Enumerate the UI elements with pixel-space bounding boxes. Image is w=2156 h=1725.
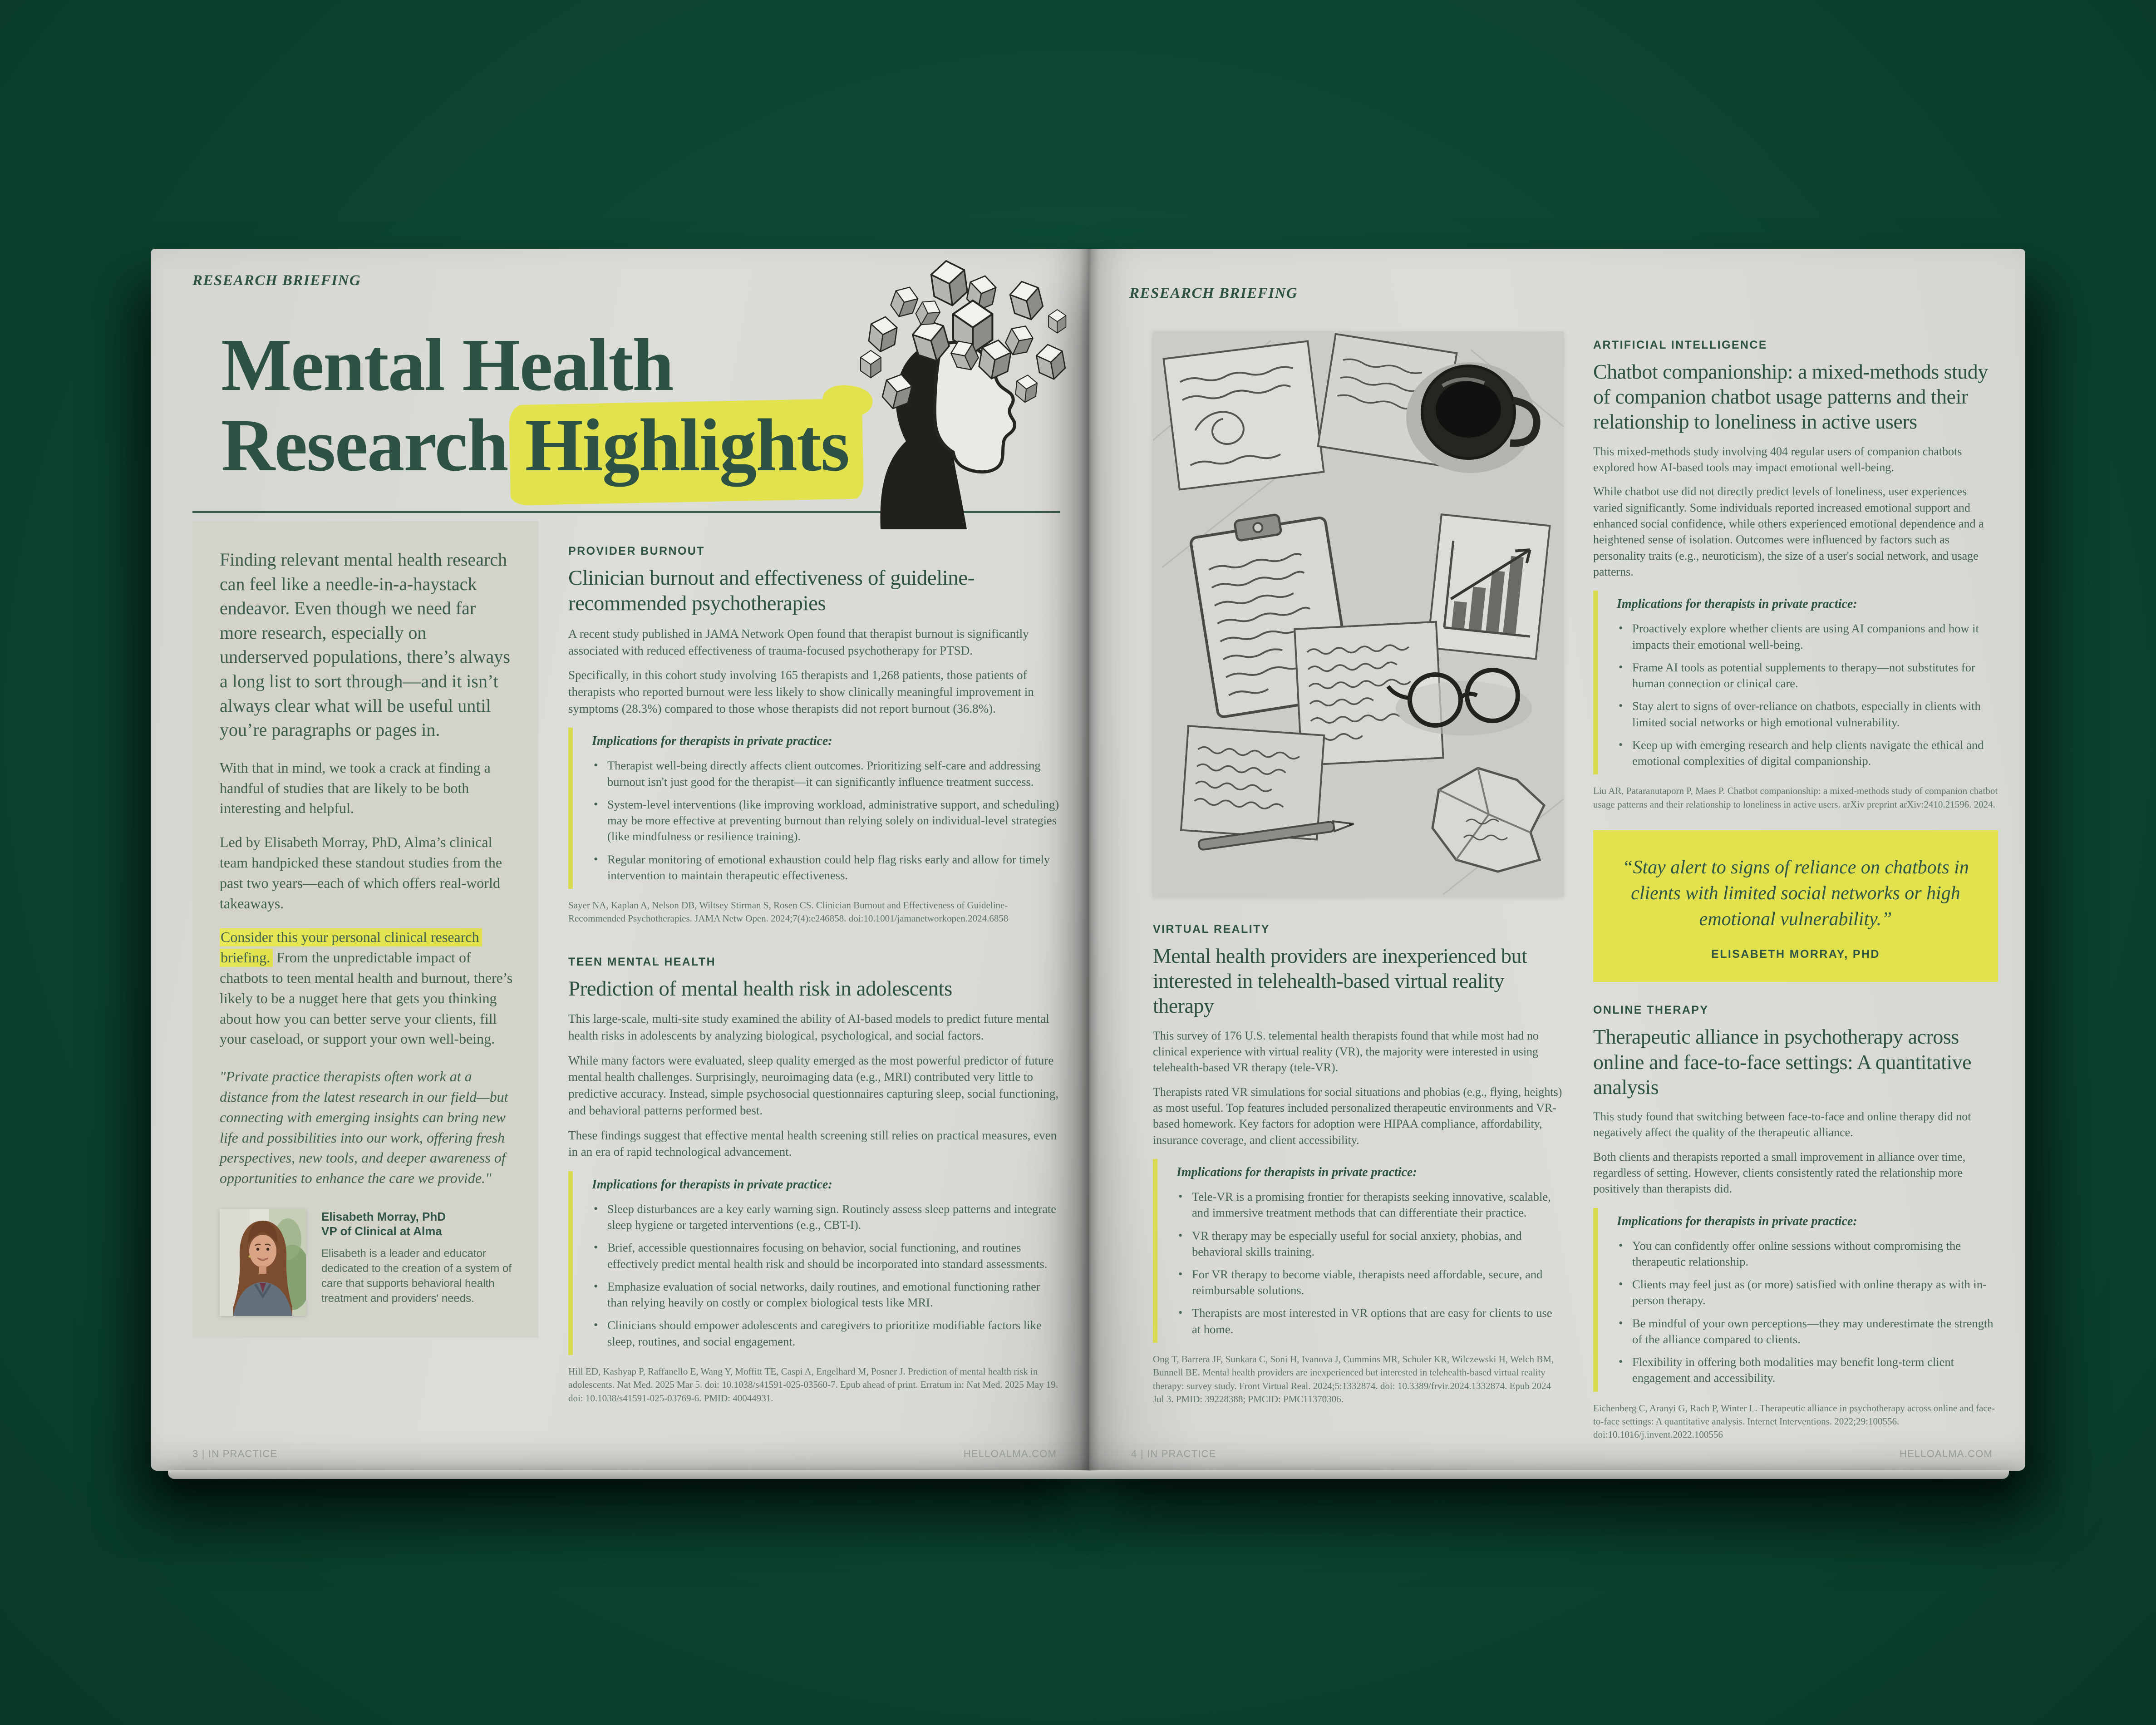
intro-panel [192,521,538,1338]
eyebrow-right: RESEARCH BRIEFING [1129,285,1298,301]
implications-label: Implications for therapists in private practice: [592,1177,832,1192]
desk-sketch-illustration [1153,331,1564,897]
implications-box [568,1171,1062,1355]
page-title [221,325,849,485]
article-online-therapy [1593,1004,1998,1441]
implications-box [1593,591,1998,774]
bullet-item: • Flexibility in offering both modalities may benefit long-term client engagement and accessibility. [1617,1354,1998,1386]
citation: Ong T, Barrera JF, Sunkara C, Soni H, Ivanova J, Cummins MR, Schuler KR, Wilczewski H, Welch BM, Bunnell BE. Mental health providers are inexperienced but interested in telehealth-based virtual reality therapy: survey study. Front Virtual Real. 2024;5:1332874. doi: 10.3389/frvir.2024.1332874. Epub 2024 Jul 3. PMID: 39228388; PMCID: PMC11370306. [1153,1353,1554,1405]
bullet-item: • Therapists are most interested in VR options that are easy for clients to use at home. [1176,1305,1564,1337]
bullet-item: • Emphasize evaluation of social networks, daily routines, and emotional functioning rather than relying heavily on costly or complex biological tests like MRI. [592,1279,1062,1311]
article-title: Therapeutic alliance in psychotherapy across online and face-to-face settings: A quantitative analysis [1593,1025,1972,1099]
site-url: HELLOALMA.COM [1899,1448,1993,1459]
highlighted-word: Highlights [525,403,849,487]
bullet-item: • VR therapy may be especially useful for social anxiety, phobias, and behavioral skills training. [1176,1228,1564,1260]
bullet-item: • Frame AI tools as potential supplements to therapy—not substitutes for human connection or clinical care. [1617,660,1998,691]
paper-sheet [1164,341,1324,490]
implications-label: Implications for therapists in private practice: [1617,1214,1857,1228]
implications-list [1617,1238,1998,1386]
author-description: Elisabeth is a leader and educator dedicated to the creation of a system of care that supports behavioral health treatment and providers' needs. [321,1247,512,1305]
bullet-item: • You can confidently offer online sessions without compromising the therapeutic relationship. [1617,1238,1998,1270]
article-title: Prediction of mental health risk in adolescents [568,976,952,1000]
bullet-item: • Proactively explore whether clients are using AI companions and how it impacts their emotional well-being. [1617,621,1998,652]
bullet-item: • Tele-VR is a promising frontier for therapists seeking innovative, scalable, and immersive treatment methods that can differentiate their practice. [1176,1189,1564,1221]
bullet-item: • Clients may feel just as (or more) satisfied with online therapy as with in-person therapy. [1617,1276,1998,1308]
implications-list [592,1201,1062,1350]
article-virtual-reality [1153,923,1564,1406]
author-bio-text [321,1209,513,1316]
implications-list [592,758,1062,883]
citation: Hill ED, Kashyap P, Raffanello E, Wang Y, Moffitt TE, Caspi A, Engelhard M, Posner J. Prediction of mental health risk in adolescents. Nat Med. 2025 Mar 5. doi: 10.1038/s41591-025-03560-7. Epub ahead of print. Erratum in: Nat Med. 2025 May 19. doi: 10.1038/s41591-025-03769-6. PMID: 40044931. [568,1365,1058,1404]
implications-box [1593,1208,1998,1392]
bullet-item: • System-level interventions (like improving workload, administrative support, and scheduling) may be more effective at preventing burnout than relying solely on individual-level strategies (like mindfulness or resilience training). [592,797,1062,845]
author-photo [220,1209,306,1316]
article-paragraph: While chatbot use did not directly predict levels of loneliness, user experiences varied significantly. Some individuals reported increased emotional support and enhanced social confidence, while others experienced emotional dependence and a heightened sense of isolation. Outcomes were influenced by factors such as personality traits (e.g., neuroticism), the size of a user's social network, and usage patterns. [1593,485,1984,579]
article-teen-mental-health [568,956,1062,1405]
intro-paragraph: Consider this your personal clinical research briefing. From the unpredictable impact of chatbots to teen mental health and burnout, there’s likely to be a nugget here that gets you thinking about how you can better serve your clients, fill your caseload, or support your own well-being. [220,929,513,1047]
section-label: ONLINE THERAPY [1593,1004,1709,1017]
article-paragraph: These findings suggest that effective mental health screening still relies on practical measures, even in an era of rapid technological advancement. [568,1128,1057,1159]
right-page-right-column [1593,339,1998,1442]
bullet-item: • Clinicians should empower adolescents and caregivers to prioritize modifiable factors like sleep, routines, and social engagement. [592,1317,1062,1349]
article-paragraph: A recent study published in JAMA Network Open found that therapist burnout is significantly associated with reduced effectiveness of trauma-focused psychotherapy for PTSD. [568,626,1029,657]
page-number: 4 | IN PRACTICE [1131,1448,1216,1459]
bullet-item: • For VR therapy to become viable, therapists need affordable, secure, and reimbursable solutions. [1176,1267,1564,1298]
article-provider-burnout [568,545,1062,926]
page-stack-edge [168,1470,2009,1479]
article-title: Mental health providers are inexperienced but interested in telehealth-based virtual reality therapy [1153,944,1527,1018]
bullet-item: • Be mindful of your own perceptions—they may underestimate the strength of the alliance compared to clients. [1617,1316,1998,1347]
author-role: VP of Clinical at Alma [321,1224,442,1238]
bullet-item: • Stay alert to signs of over-reliance on chatbots, especially in clients with limited social networks or high emotional vulnerability. [1617,698,1998,730]
implications-box [568,728,1062,889]
intro-paragraph: With that in mind, we took a crack at finding a handful of studies that are likely to be both interesting and helpful. [220,759,491,817]
article-paragraph: Therapists rated VR simulations for social situations and phobias (e.g., flying, heights) as most useful. Top features included personalized therapeutic environments and VR-based homework. Key factors for adoption were HIPAA compliance, affordability, insurance coverage, and client accessibility. [1153,1085,1562,1147]
bullet-item: • Therapist well-being directly affects client outcomes. Prioritizing self-care and addressing burnout isn't just good for the therapist—it can significantly influence treatment success. [592,758,1062,789]
article-paragraph: Both clients and therapists reported a small improvement in alliance over time, regardless of setting. However, clients consistently rated the relationship more positively than therapists did. [1593,1150,1966,1196]
pull-quote-box [1593,830,1998,982]
chart-sheet [1427,514,1550,659]
section-label: ARTIFICIAL INTELLIGENCE [1593,339,1767,351]
article-title: Chatbot companionship: a mixed-methods study of companion chatbot usage patterns and their relationship to loneliness in active users [1593,360,1988,434]
bullet-item: • Sleep disturbances are a key early warning sign. Routinely assess sleep patterns and integrate sleep hygiene or targeted interventions (e.g., CBT-I). [592,1201,1062,1233]
right-page-left-column [1153,923,1564,1406]
article-paragraph: This study found that switching between face-to-face and online therapy did not negatively affect the quality of the therapeutic alliance. [1593,1109,1971,1139]
page-footer-right [1131,1448,1993,1460]
intro-lead: Finding relevant mental health research can feel like a needle-in-a-haystack endeavor. Even though we need far more research, especially on underserved populations, there’s always a long list to sort through—and it isn’t always clear what will be useful until you’re paragraphs or pages in. [220,549,510,740]
intro-quote: "Private practice therapists often work at a distance from the latest research in our field—but connecting with emerging insights can bring new life and possibilities into our work, offering fresh perspectives, new tools, and deeper awareness of opportunities to enhance the care we provide." [220,1068,508,1187]
section-label: VIRTUAL REALITY [1153,923,1270,936]
citation: Eichenberg C, Aranyi G, Rach P, Winter L. Therapeutic alliance in psychotherapy across online and face-to-face settings: A quantitative analysis. Internet Interventions. 2022;29:100556. doi:10.1016/j.invent.2022.100556 [1593,1402,1995,1440]
page-number: 3 | IN PRACTICE [192,1448,278,1459]
section-label: PROVIDER BURNOUT [568,545,705,557]
implications-label: Implications for therapists in private practice: [1176,1165,1417,1180]
highlighted-sentence: Consider this your personal clinical research briefing. [220,928,482,967]
page-left [151,249,1089,1471]
left-page-article-column [568,545,1062,1405]
article-paragraph: This mixed-methods study involving 404 regular users of companion chatbots explored how AI-based tools may impact emotional well-being. [1593,444,1962,474]
bullet-item: • Regular monitoring of emotional exhaustion could help flag risks early and allow for timely intervention to maintain therapeutic effectiveness. [592,852,1062,883]
article-title: Clinician burnout and effectiveness of guideline-recommended psychotherapies [568,566,975,616]
page-footer-left [192,1448,1057,1460]
intro-paragraph: Led by Elisabeth Morray, PhD, Alma’s clinical team handpicked these standout studies from the past two years—each of which offers real-world takeaways. [220,834,502,912]
eyebrow-left: RESEARCH BRIEFING [192,272,361,289]
title-line-1: Mental Health [221,323,673,406]
pull-quote-text: “Stay alert to signs of reliance on chatbots in clients with limited social networks or high emotional vulnerability.” [1622,857,1969,930]
article-paragraph: Specifically, in this cohort study involving 165 therapists and 1,268 patients, those patients of therapists who reported burnout were less likely to show clinically meaningful improvement in symptoms (28.3%) compared to those whose therapists did not report burnout (36.8%). [568,668,1034,715]
bullet-item: • Brief, accessible questionnaires focusing on behavior, social functioning, and routines effectively predict mental health risk and should be incorporated into standard assessments. [592,1240,1062,1272]
author-name: Elisabeth Morray, PhD [321,1209,446,1223]
implications-list [1617,621,1998,769]
implications-box [1153,1159,1564,1343]
article-paragraph: While many factors were evaluated, sleep quality emerged as the most powerful predictor of future mental health challenges. Surprisingly, neuroimaging data (e.g., MRI) contributed very little to predictive accuracy. Instead, simple psychosocial questionnaires capturing sleep, social functioning, and behavioral patterns performed best. [568,1053,1059,1117]
pull-quote-attribution: ELISABETH MORRAY, PHD [1711,948,1880,961]
article-paragraph: This survey of 176 U.S. telemental health therapists found that while most had no clinical experience with virtual reality (VR), the majority were interested in using telehealth-based VR therapy (tele-VR). [1153,1029,1539,1074]
article-paragraph: This large-scale, multi-site study examined the ability of AI-based models to predict future mental health risks in adolescents by analyzing biological, psychological, and social factors. [568,1012,1049,1042]
bullet-item: • Keep up with emerging research and help clients navigate the ethical and emotional complexities of digital companionship. [1617,737,1998,769]
page-right [1089,249,2025,1471]
paper-sheet [1181,726,1324,839]
citation: Liu AR, Pataranutaporn P, Maes P. Chatbot companionship: a mixed-methods study of companion chatbot usage patterns and their relationship to loneliness in active users. arXiv preprint arXiv:2410.21596. 2024. [1593,785,1998,810]
title-line-2: Research Highlights [221,403,849,487]
section-label: TEEN MENTAL HEALTH [568,955,716,968]
implications-label: Implications for therapists in private practice: [592,734,832,749]
article-artificial-intelligence [1593,339,1998,811]
author-bio [220,1209,513,1316]
implications-label: Implications for therapists in private practice: [1617,597,1857,611]
citation: Sayer NA, Kaplan A, Nelson DB, Wiltsey Stirman S, Rosen CS. Clinician Burnout and Effectiveness of Guideline-Recommended Psychotherapies. JAMA Netw Open. 2024;7(4):e246858. doi:10.1001/jamanetworkopen.2024.6858 [568,900,1009,924]
implications-list [1176,1189,1564,1337]
site-url: HELLOALMA.COM [963,1448,1057,1459]
